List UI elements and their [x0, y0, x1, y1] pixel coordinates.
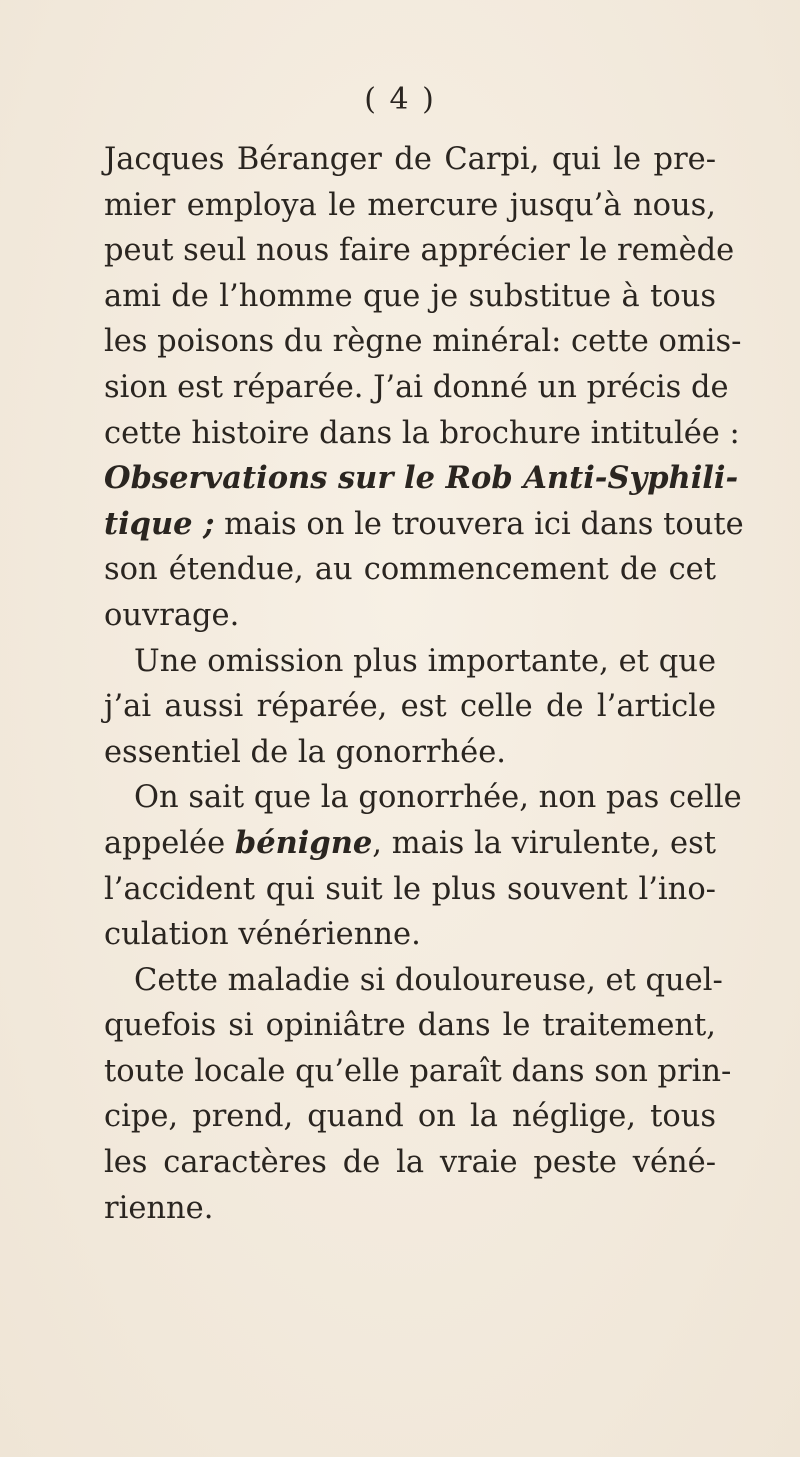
text-line [104, 183, 716, 229]
text-line [104, 958, 723, 1004]
text-line [104, 821, 716, 867]
paragraph [104, 958, 732, 1232]
text-line [104, 228, 735, 274]
text-segment: Jacques Béranger de Carpi, qui le pre- [104, 142, 716, 177]
text-line [104, 274, 716, 320]
italic-text: bénigne [234, 824, 373, 861]
paragraph [104, 639, 716, 776]
italic-text: Observations sur le Rob Anti-Syphili- [104, 460, 739, 497]
text-line [104, 1094, 716, 1140]
text-line [104, 867, 716, 913]
text-line [104, 593, 716, 639]
text-segment: essentiel de la gonorrhée. [104, 734, 506, 770]
text-segment: Cette maladie si douloureuse, et quel- [134, 962, 723, 998]
text-segment: cette histoire dans la brochure intitulée : [104, 415, 740, 451]
text-line [104, 639, 716, 685]
text-line [104, 775, 742, 821]
text-line [104, 1049, 732, 1095]
text-segment: sion est réparée. J’ai donné un précis de [104, 369, 729, 405]
text-line [104, 502, 744, 548]
text-line [104, 912, 716, 958]
paragraph [104, 775, 742, 957]
text-segment: On sait que la gonorrhée, non pas celle [134, 780, 742, 816]
text-line [104, 456, 739, 502]
text-line [104, 137, 716, 183]
text-line [104, 365, 729, 411]
text-segment: , mais la virulente, est [372, 825, 716, 861]
text-segment: mier employa le mercure jusqu’à nous, [104, 187, 716, 223]
text-segment: les poisons du règne minéral: cette omis- [104, 324, 742, 360]
text-segment: culation vénérienne. [104, 917, 421, 953]
text-line [104, 547, 716, 593]
text-segment: ouvrage. [104, 597, 240, 633]
page-number: ( 4 ) [364, 82, 436, 117]
text-line [104, 1186, 716, 1232]
text-segment: toute locale qu’elle paraît dans son prin- [104, 1053, 732, 1089]
text-line [104, 730, 716, 776]
text-segment: quefois si opiniâtre dans le traitement, [104, 1008, 716, 1044]
text-segment: rienne. [104, 1190, 214, 1226]
text-segment: les caractères de la vraie peste véné- [104, 1145, 716, 1181]
text-segment: j’ai aussi réparée, est celle de l’article [104, 689, 716, 725]
text-segment: son étendue, au commencement de cet [104, 552, 716, 588]
text-line [104, 411, 740, 457]
body-text [104, 137, 744, 1231]
text-segment: mais on le trouvera ici dans toute [214, 506, 744, 542]
paragraph [104, 137, 744, 639]
text-segment: ami de l’homme que je substitue à tous [104, 278, 716, 314]
text-segment: peut seul nous faire apprécier le remède [104, 233, 735, 269]
text-line [104, 319, 742, 365]
text-segment: appelée [104, 825, 235, 861]
text-line [104, 1003, 716, 1049]
text-segment: cipe, prend, quand on la néglige, tous [104, 1099, 716, 1135]
text-line [104, 684, 716, 730]
italic-text: tique ; [104, 505, 215, 542]
text-segment: Une omission plus importante, et que [134, 643, 716, 679]
text-segment: l’accident qui suit le plus souvent l’ino- [104, 871, 716, 907]
text-line [104, 1140, 716, 1186]
